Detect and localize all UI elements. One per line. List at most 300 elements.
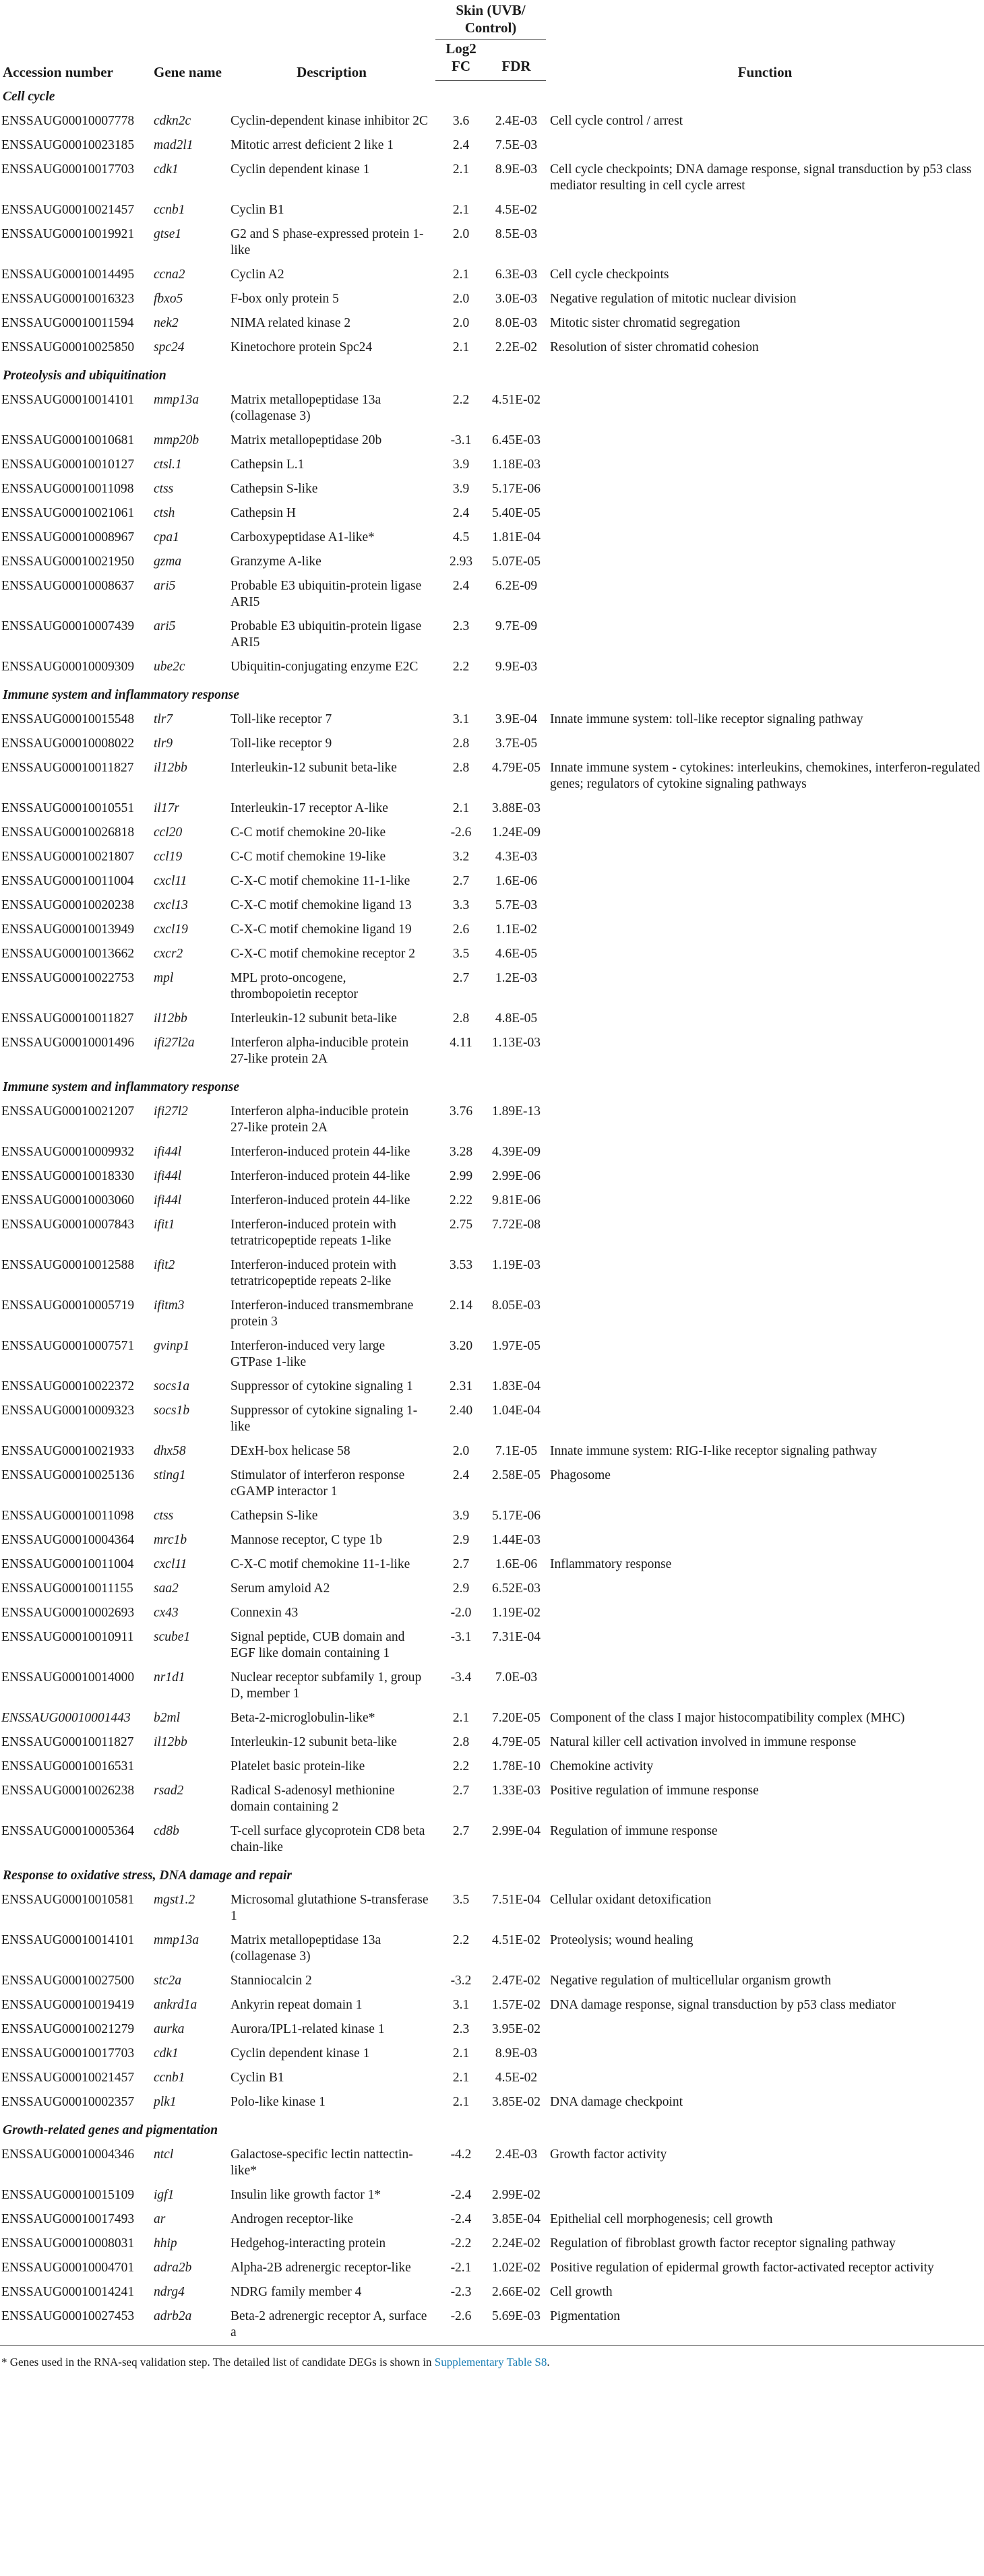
function-cell — [546, 388, 984, 429]
description-cell: Toll-like receptor 9 — [230, 736, 332, 751]
section-title: Response to oxidative stress, DNA damage and repair — [3, 1868, 293, 1883]
description-cell: Ankyrin repeat domain 1 — [230, 1998, 363, 2012]
function-cell — [546, 845, 984, 869]
log2fc-cell: 3.9 — [452, 482, 470, 496]
description-cell: Interleukin-12 subunit beta-like — [230, 761, 397, 775]
log2fc-cell: 2.2 — [452, 393, 470, 407]
gene-name-cell: ifi27l2 — [154, 1104, 188, 1119]
accession-cell: ENSSAUG00010008637 — [1, 579, 135, 593]
gene-name-cell: scube1 — [154, 1630, 191, 1644]
log2fc-cell: 2.1 — [452, 2046, 470, 2061]
table-row — [0, 2304, 984, 2346]
fdr-cell: 4.39E-09 — [491, 1145, 541, 1159]
table-row — [0, 222, 984, 263]
gene-name-cell: gzma — [154, 555, 182, 569]
accession-cell: ENSSAUG00010011155 — [1, 1581, 133, 1596]
log2fc-cell: 2.1 — [452, 2071, 470, 2085]
accession-cell: ENSSAUG00010008022 — [1, 736, 135, 751]
log2fc-cell: 2.8 — [452, 761, 470, 775]
table-row — [0, 1334, 984, 1375]
description-cell: Cathepsin S-like — [230, 482, 318, 496]
gene-name-cell: ctss — [154, 1509, 174, 1523]
gene-name-cell: mad2l1 — [154, 138, 193, 152]
table-row — [0, 1189, 984, 1213]
log2fc-cell: -2.2 — [450, 2236, 472, 2251]
accession-cell: ENSSAUG00010020238 — [1, 898, 135, 912]
accession-cell: ENSSAUG00010011827 — [1, 1011, 134, 1026]
accession-cell: ENSSAUG00010009309 — [1, 660, 135, 674]
header-skin: Skin (UVB/ Control) — [435, 0, 546, 40]
table-row — [0, 796, 984, 821]
log2fc-cell: 2.1 — [452, 268, 470, 282]
gene-name-cell: il12bb — [154, 1735, 187, 1749]
gene-name-cell: ccl19 — [154, 850, 183, 864]
log2fc-cell: 2.9 — [452, 1533, 470, 1547]
table-row — [0, 708, 984, 732]
fdr-cell: 8.5E-03 — [495, 227, 538, 241]
table-row — [0, 1993, 984, 2017]
accession-cell: ENSSAUG00010021950 — [1, 555, 135, 569]
accession-cell: ENSSAUG00010026238 — [1, 1784, 135, 1798]
log2fc-cell: 2.7 — [452, 971, 470, 985]
fdr-cell: 2.2E-02 — [495, 340, 538, 354]
header-gene: Gene name — [154, 63, 222, 80]
description-cell: Interferon-induced protein 44-like — [230, 1193, 410, 1207]
fdr-cell: 2.4E-03 — [495, 2147, 538, 2162]
log2fc-cell: 3.6 — [452, 114, 470, 128]
section-title: Proteolysis and ubiquitination — [3, 369, 166, 383]
accession-cell: ENSSAUG00010022753 — [1, 971, 135, 985]
accession-cell: ENSSAUG00010027500 — [1, 1974, 135, 1988]
description-cell: Polo-like kinase 1 — [230, 2095, 326, 2109]
log2fc-cell: -2.4 — [450, 2212, 472, 2226]
accession-cell: ENSSAUG00010017703 — [1, 162, 135, 177]
function-cell: Proteolysis; wound healing — [550, 1933, 694, 1947]
table-row — [0, 1552, 984, 1577]
accession-cell: ENSSAUG00010021807 — [1, 850, 135, 864]
gene-name-cell: cxcr2 — [154, 947, 183, 961]
accession-cell: ENSSAUG00010007843 — [1, 1218, 135, 1232]
gene-name-cell: mmp20b — [154, 433, 199, 447]
fdr-cell: 4.5E-02 — [495, 2071, 538, 2085]
table-row — [0, 336, 984, 360]
table-row — [0, 918, 984, 942]
log2fc-cell: 2.2 — [452, 1933, 470, 1947]
gene-name-cell: ifit2 — [154, 1258, 175, 1272]
fdr-cell: 5.17E-06 — [491, 482, 541, 496]
log2fc-cell: 2.0 — [452, 227, 470, 241]
function-cell: Negative regulation of multicellular organism growth — [550, 1974, 832, 1988]
description-cell: Toll-like receptor 7 — [230, 712, 332, 726]
gene-name-cell: il12bb — [154, 761, 187, 775]
description-cell: Mitotic arrest deficient 2 like 1 — [230, 138, 394, 152]
function-cell — [546, 655, 984, 679]
log2fc-cell: 2.8 — [452, 736, 470, 751]
log2fc-cell: 2.31 — [449, 1379, 473, 1393]
fdr-cell: 1.19E-03 — [491, 1258, 541, 1272]
accession-cell: ENSSAUG00010014101 — [1, 393, 135, 407]
log2fc-cell: 2.0 — [452, 1444, 470, 1458]
description-cell: Aurora/IPL1-related kinase 1 — [230, 2022, 385, 2036]
description-cell: Interferon alpha-inducible protein 27-like protein 2A — [230, 1036, 409, 1066]
log2fc-cell: 3.53 — [449, 1258, 473, 1272]
table-row — [0, 2017, 984, 2042]
description-cell: Interleukin-12 subunit beta-like — [230, 1011, 397, 1026]
function-cell — [546, 966, 984, 1007]
section-title: Growth-related genes and pigmentation — [3, 2123, 218, 2137]
accession-cell: ENSSAUG00010010551 — [1, 801, 135, 815]
log2fc-cell: 2.1 — [452, 1711, 470, 1725]
table-row — [0, 2256, 984, 2280]
accession-cell: ENSSAUG00010008967 — [1, 530, 135, 544]
description-cell: Cyclin dependent kinase 1 — [230, 2046, 370, 2061]
accession-cell: ENSSAUG00010026818 — [1, 825, 135, 840]
accession-cell: ENSSAUG00010023185 — [1, 138, 135, 152]
accession-cell: ENSSAUG00010014241 — [1, 2285, 135, 2299]
table-row — [0, 388, 984, 429]
table-row — [0, 2280, 984, 2304]
fdr-cell: 6.3E-03 — [495, 268, 538, 282]
description-cell: Stimulator of interferon response cGAMP interactor 1 — [230, 1468, 405, 1499]
footnote-text: * Genes used in the RNA-seq validation step. The detailed list of candidate DEGs is shown in — [1, 2356, 435, 2368]
fdr-cell: 8.9E-03 — [495, 162, 538, 177]
table-row — [0, 1706, 984, 1730]
header-accession: Accession number — [3, 63, 113, 80]
gene-name-cell: cxcl11 — [154, 874, 187, 888]
accession-cell: ENSSAUG00010002693 — [1, 1606, 135, 1620]
function-cell — [546, 429, 984, 453]
gene-name-cell: tlr9 — [154, 736, 173, 751]
description-cell: G2 and S phase-expressed protein 1-like — [230, 227, 424, 257]
accession-cell: ENSSAUG00010010127 — [1, 458, 135, 472]
function-cell — [546, 615, 984, 655]
function-cell — [546, 1189, 984, 1213]
fdr-cell: 4.3E-03 — [495, 850, 538, 864]
log2fc-cell: 2.7 — [452, 1824, 470, 1838]
table-row — [0, 615, 984, 655]
fdr-cell: 1.18E-03 — [491, 458, 541, 472]
gene-name-cell: ccl20 — [154, 825, 183, 840]
function-cell — [546, 1666, 984, 1706]
function-cell: Cell cycle control / arrest — [550, 114, 683, 128]
description-cell: Stanniocalcin 2 — [230, 1974, 312, 1988]
log2fc-cell: 3.28 — [449, 1145, 473, 1159]
fdr-cell: 7.1E-05 — [495, 1444, 538, 1458]
table-row — [0, 158, 984, 198]
accession-cell: ENSSAUG00010015109 — [1, 2188, 135, 2202]
fdr-cell: 2.58E-05 — [491, 1468, 541, 1482]
accession-cell: ENSSAUG00010009932 — [1, 1145, 135, 1159]
gene-name-cell: ccnb1 — [154, 2071, 185, 2085]
section-title: Immune system and inflammatory response — [3, 688, 240, 702]
gene-name-cell: plk1 — [154, 2095, 177, 2109]
function-cell — [546, 918, 984, 942]
table-row — [0, 1888, 984, 1928]
table-row — [0, 198, 984, 222]
gene-name-cell: spc24 — [154, 340, 185, 354]
accession-cell: ENSSAUG00010011004 — [1, 874, 134, 888]
log2fc-cell: 3.20 — [449, 1339, 473, 1353]
description-cell: Connexin 43 — [230, 1606, 299, 1620]
gene-name-cell: ari5 — [154, 619, 176, 633]
accession-cell: ENSSAUG00010011827 — [1, 761, 134, 775]
log2fc-cell: -2.6 — [450, 825, 472, 840]
fdr-cell: 4.79E-05 — [491, 761, 541, 775]
function-cell — [546, 477, 984, 501]
function-cell — [546, 1007, 984, 1031]
description-cell: T-cell surface glycoprotein CD8 beta chain-like — [230, 1824, 425, 1854]
description-cell: Nuclear receptor subfamily 1, group D, member 1 — [230, 1670, 422, 1701]
fdr-cell: 1.13E-03 — [491, 1036, 541, 1050]
function-cell: Innate immune system - cytokines: interleukins, chemokines, interferon-regulated genes; regulators of cytokine signaling pathways — [550, 761, 981, 791]
accession-cell: ENSSAUG00010004701 — [1, 2261, 135, 2275]
gene-name-cell: ifit1 — [154, 1218, 175, 1232]
description-cell: Kinetochore protein Spc24 — [230, 340, 373, 354]
description-cell: Interferon-induced transmembrane protein 3 — [230, 1298, 414, 1329]
log2fc-cell: 2.2 — [452, 1759, 470, 1773]
table-row — [0, 966, 984, 1007]
fdr-cell: 4.51E-02 — [491, 393, 541, 407]
description-cell: Interferon-induced protein with tetratricopeptide repeats 1-like — [230, 1218, 396, 1248]
description-cell: Suppressor of cytokine signaling 1-like — [230, 1404, 418, 1434]
fdr-cell: 6.45E-03 — [491, 433, 541, 447]
description-cell: Interferon-induced protein 44-like — [230, 1145, 410, 1159]
log2fc-cell: -2.3 — [450, 2285, 472, 2299]
log2fc-cell: 2.1 — [452, 2095, 470, 2109]
log2fc-cell: 2.75 — [449, 1218, 473, 1232]
log2fc-cell: 2.4 — [452, 506, 470, 520]
accession-cell: ENSSAUG00010009323 — [1, 1404, 135, 1418]
accession-cell: ENSSAUG00010015548 — [1, 712, 135, 726]
table-row — [0, 263, 984, 287]
table-row — [0, 1504, 984, 1528]
fdr-cell: 7.72E-08 — [491, 1218, 541, 1232]
table-row — [0, 2232, 984, 2256]
fdr-cell: 3.85E-04 — [491, 2212, 541, 2226]
table-row — [0, 1601, 984, 1625]
function-cell: Regulation of immune response — [550, 1824, 718, 1838]
gene-name-cell: dhx58 — [154, 1444, 186, 1458]
log2fc-cell: 3.9 — [452, 458, 470, 472]
function-cell — [546, 1528, 984, 1552]
gene-name-cell: cdk1 — [154, 2046, 179, 2061]
description-cell: Beta-2-microglobulin-like* — [230, 1711, 375, 1725]
fdr-cell: 2.99E-02 — [491, 2188, 541, 2202]
gene-name-cell: ankrd1a — [154, 1998, 197, 2012]
accession-cell: ENSSAUG00010001496 — [1, 1036, 135, 1050]
log2fc-cell: 2.9 — [452, 1581, 470, 1596]
fdr-cell: 3.88E-03 — [491, 801, 541, 815]
function-cell — [546, 133, 984, 158]
accession-cell: ENSSAUG00010008031 — [1, 2236, 135, 2251]
description-cell: Interferon-induced protein with tetratricopeptide repeats 2-like — [230, 1258, 396, 1288]
function-cell: Inflammatory response — [550, 1557, 672, 1571]
log2fc-cell: 3.5 — [452, 1893, 470, 1907]
table-row — [0, 1140, 984, 1164]
table-row — [0, 732, 984, 756]
function-cell — [546, 1625, 984, 1666]
description-cell: Cyclin B1 — [230, 2071, 284, 2085]
table-row — [0, 1164, 984, 1189]
function-cell — [546, 574, 984, 615]
fdr-cell: 5.40E-05 — [491, 506, 541, 520]
accession-cell: ENSSAUG00010022372 — [1, 1379, 135, 1393]
function-cell: Cellular oxidant detoxification — [550, 1893, 712, 1907]
description-cell: NDRG family member 4 — [230, 2285, 362, 2299]
log2fc-cell: 2.1 — [452, 340, 470, 354]
fdr-cell: 2.99E-06 — [491, 1169, 541, 1183]
gene-name-cell: ifi44l — [154, 1145, 182, 1159]
fdr-cell: 8.9E-03 — [495, 2046, 538, 2061]
fdr-cell: 2.66E-02 — [491, 2285, 541, 2299]
table-row — [0, 1625, 984, 1666]
gene-name-cell: ccna2 — [154, 268, 185, 282]
table-row — [0, 1730, 984, 1755]
description-cell: MPL proto-oncogene, thrombopoietin receptor — [230, 971, 358, 1001]
supplementary-table-link[interactable]: Supplementary Table S8 — [434, 2356, 547, 2368]
gene-name-cell: ari5 — [154, 579, 176, 593]
accession-cell: ENSSAUG00010004346 — [1, 2147, 135, 2162]
fdr-cell: 3.85E-02 — [491, 2095, 541, 2109]
log2fc-cell: 2.1 — [452, 203, 470, 217]
table-row — [0, 942, 984, 966]
fdr-cell: 4.6E-05 — [495, 947, 538, 961]
function-cell: Innate immune system: RIG-I-like receptor signaling pathway — [550, 1444, 878, 1458]
gene-name-cell: ifi44l — [154, 1193, 182, 1207]
accession-cell: ENSSAUG00010025136 — [1, 1468, 135, 1482]
log2fc-cell: 2.0 — [452, 316, 470, 330]
gene-name-cell: hhip — [154, 2236, 177, 2251]
function-cell — [546, 1601, 984, 1625]
function-cell — [546, 526, 984, 550]
table-row — [0, 429, 984, 453]
gene-name-cell: aurka — [154, 2022, 185, 2036]
accession-cell: ENSSAUG00010010581 — [1, 1893, 135, 1907]
function-cell: Growth factor activity — [550, 2147, 667, 2162]
table-row — [0, 821, 984, 845]
log2fc-cell: -3.1 — [450, 1630, 472, 1644]
table-row — [0, 453, 984, 477]
log2fc-cell: 2.4 — [452, 1468, 470, 1482]
table-row — [0, 526, 984, 550]
gene-name-cell: cdk1 — [154, 162, 179, 177]
description-cell: Cyclin-dependent kinase inhibitor 2C — [230, 114, 428, 128]
fdr-cell: 1.44E-03 — [491, 1533, 541, 1547]
accession-cell: ENSSAUG00010011004 — [1, 1557, 134, 1571]
description-cell: Cathepsin L.1 — [230, 458, 305, 472]
accession-cell: ENSSAUG00010013949 — [1, 922, 135, 937]
table-row — [0, 1007, 984, 1031]
footnote-end: . — [547, 2356, 550, 2368]
fdr-cell: 6.2E-09 — [495, 579, 538, 593]
description-cell: Probable E3 ubiquitin-protein ligase ARI5 — [230, 619, 422, 650]
gene-name-cell: saa2 — [154, 1581, 179, 1596]
description-cell: C-X-C motif chemokine ligand 19 — [230, 922, 412, 937]
section-header — [0, 2114, 984, 2143]
description-cell: Ubiquitin-conjugating enzyme E2C — [230, 660, 419, 674]
function-cell — [546, 501, 984, 526]
description-cell: C-X-C motif chemokine receptor 2 — [230, 947, 415, 961]
function-cell — [546, 453, 984, 477]
fdr-cell: 5.07E-05 — [491, 555, 541, 569]
function-cell — [546, 796, 984, 821]
log2fc-cell: 2.6 — [452, 922, 470, 937]
gene-name-cell: mmp13a — [154, 393, 199, 407]
description-cell: Cyclin B1 — [230, 203, 284, 217]
log2fc-cell: 3.1 — [452, 1998, 470, 2012]
log2fc-cell: -2.6 — [435, 2304, 487, 2346]
section-title: Cell cycle — [3, 90, 55, 104]
fdr-cell: 1.2E-03 — [495, 971, 538, 985]
gene-name-cell: socs1a — [154, 1379, 190, 1393]
function-cell — [546, 732, 984, 756]
fdr-cell: 2.47E-02 — [491, 1974, 541, 1988]
header-description: Description — [297, 63, 367, 80]
description-cell: Matrix metallopeptidase 20b — [230, 433, 382, 447]
gene-name-cell: ctsh — [154, 506, 175, 520]
table-row — [0, 1969, 984, 1993]
gene-name-cell: socs1b — [154, 1404, 190, 1418]
section-header — [0, 679, 984, 708]
fdr-cell: 4.5E-02 — [495, 203, 538, 217]
function-cell — [546, 222, 984, 263]
function-cell: Cell cycle checkpoints; DNA damage response, signal transduction by p53 class mediator resulting in cell cycle arrest — [550, 162, 972, 193]
function-cell: Regulation of fibroblast growth factor receptor signaling pathway — [550, 2236, 896, 2251]
log2fc-cell: 2.4 — [452, 579, 470, 593]
fdr-cell: 4.8E-05 — [495, 1011, 538, 1026]
description-cell: Cyclin dependent kinase 1 — [230, 162, 370, 177]
function-cell: Phagosome — [550, 1468, 611, 1482]
gene-name-cell: tlr7 — [154, 712, 173, 726]
function-cell: Negative regulation of mitotic nuclear division — [550, 292, 797, 306]
accession-cell: ENSSAUG00010007439 — [1, 619, 135, 633]
table-row — [0, 574, 984, 615]
gene-name-cell: mgst1.2 — [154, 1893, 195, 1907]
fdr-cell: 2.99E-04 — [491, 1824, 541, 1838]
fdr-cell: 1.1E-02 — [495, 922, 538, 937]
gene-name-cell: mmp13a — [154, 1933, 199, 1947]
table-row — [0, 1528, 984, 1552]
accession-cell: ENSSAUG00010010681 — [1, 433, 135, 447]
description-cell: C-X-C motif chemokine 11-1-like — [230, 874, 410, 888]
function-cell — [546, 942, 984, 966]
header-fdr: FDR — [487, 40, 546, 81]
fdr-cell: 1.97E-05 — [491, 1339, 541, 1353]
accession-cell: ENSSAUG00010018330 — [1, 1169, 135, 1183]
log2fc-cell: 2.1 — [452, 801, 470, 815]
gene-name-cell: igf1 — [154, 2188, 175, 2202]
table-row — [0, 2090, 984, 2114]
description-cell: Cyclin A2 — [230, 268, 284, 282]
fdr-cell: 1.24E-09 — [491, 825, 541, 840]
header-log2fc: Log2 FC — [435, 40, 487, 81]
fdr-cell: 3.95E-02 — [491, 2022, 541, 2036]
fdr-cell: 1.02E-02 — [491, 2261, 541, 2275]
gene-name-cell: ifitm3 — [154, 1298, 185, 1313]
log2fc-cell: 2.8 — [452, 1011, 470, 1026]
function-cell — [546, 198, 984, 222]
accession-cell: ENSSAUG00010027453 — [0, 2304, 151, 2346]
function-cell — [546, 2183, 984, 2207]
accession-cell: ENSSAUG00010014495 — [1, 268, 135, 282]
table-row — [0, 109, 984, 133]
log2fc-cell: 2.7 — [452, 874, 470, 888]
description-cell: C-X-C motif chemokine 11-1-like — [230, 1557, 410, 1571]
description-cell: Interferon alpha-inducible protein 27-like protein 2A — [230, 1104, 409, 1135]
accession-cell: ENSSAUG00010021207 — [1, 1104, 135, 1119]
table-row — [0, 2066, 984, 2090]
gene-name-cell: adrb2a — [151, 2304, 228, 2346]
